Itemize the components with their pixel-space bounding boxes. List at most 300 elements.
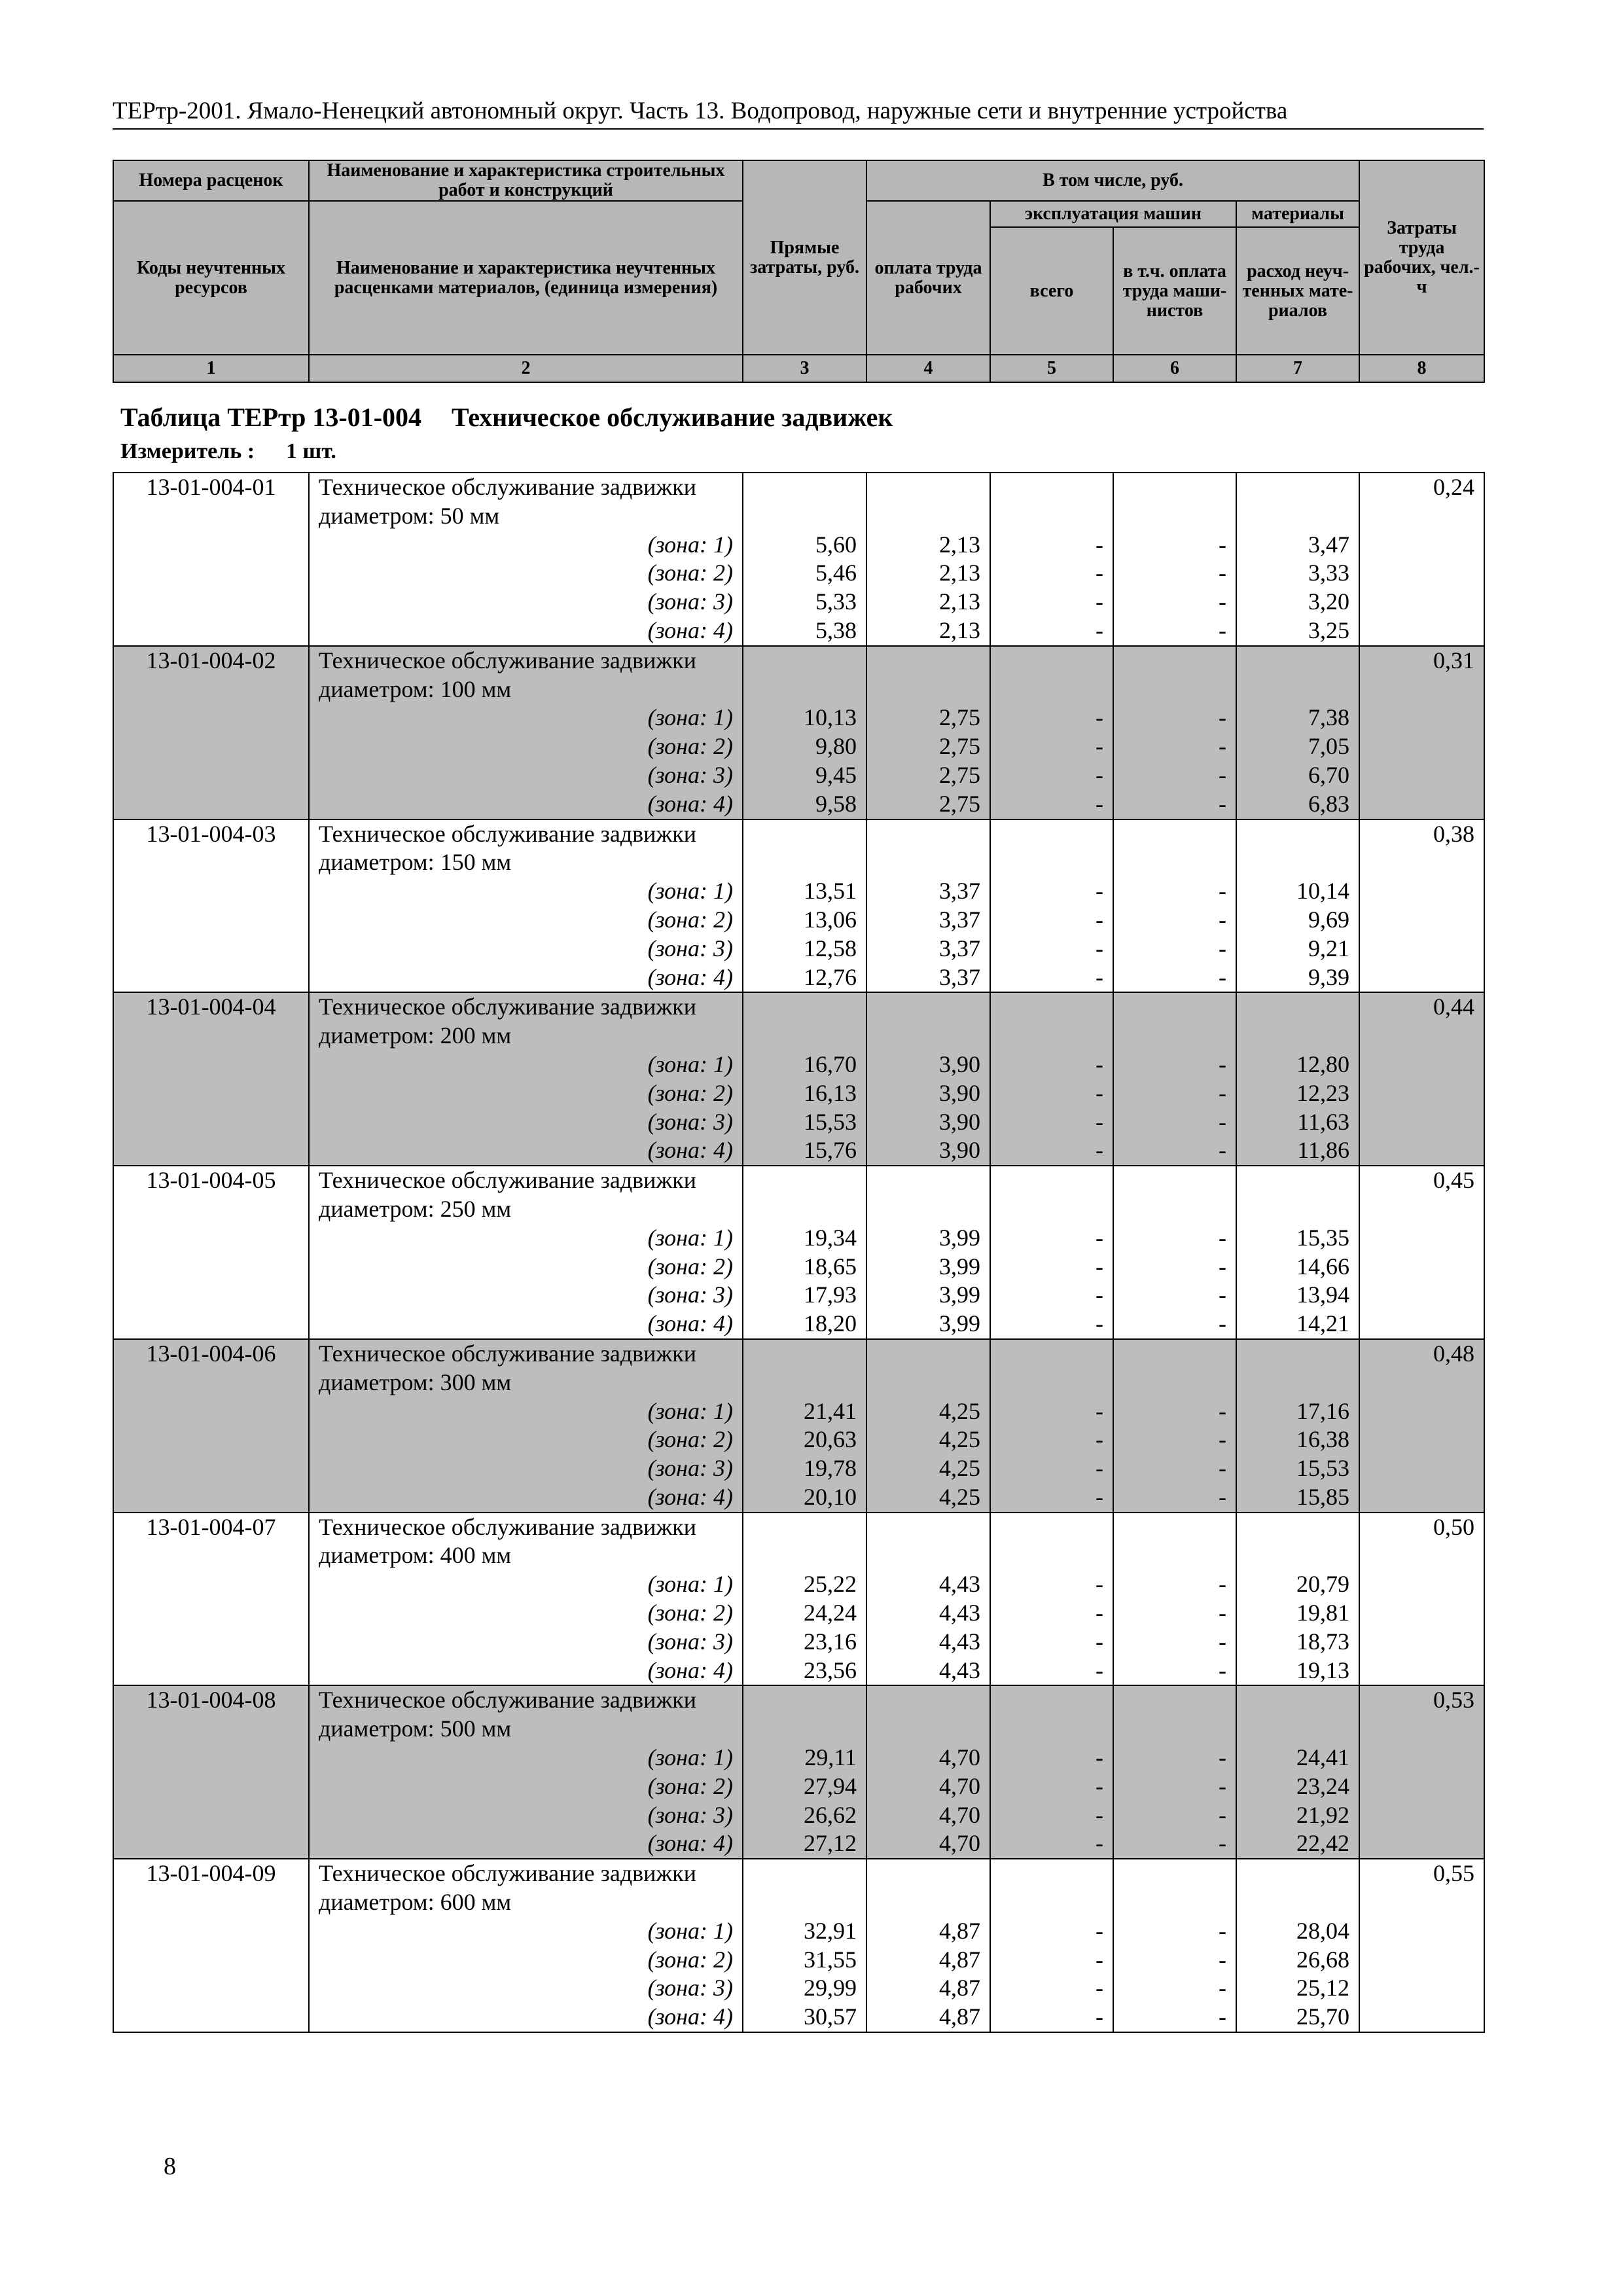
zone-label: (зона: 3) <box>647 761 733 788</box>
work-description <box>309 1513 743 1686</box>
machine-total-cell <box>990 473 1113 646</box>
cell-spacer <box>1114 1513 1236 1571</box>
zone-label: (зона: 3) <box>647 1455 733 1482</box>
materials-cost: 22,42 <box>1296 1830 1349 1857</box>
machine-total: - <box>1096 1282 1103 1308</box>
worker-pay: 4,25 <box>939 1455 980 1482</box>
machinist-pay: - <box>1219 906 1226 933</box>
machine-total: - <box>1096 790 1103 817</box>
worker-pay: 3,90 <box>939 1137 980 1164</box>
machinist-pay: - <box>1219 1744 1226 1771</box>
header-direct-costs: Прямые затраты, руб. <box>743 160 866 355</box>
worker-pay: 4,87 <box>939 1975 980 2001</box>
table-row <box>113 819 1484 993</box>
machinist-pay: - <box>1219 963 1226 990</box>
materials-cost: 10,14 <box>1296 878 1349 905</box>
labor-cost: 0,55 <box>1359 1859 1484 2032</box>
header-unaccounted-materials: расход неуч- тенных мате- риалов <box>1236 227 1359 355</box>
worker-pay: 2,13 <box>939 531 980 558</box>
direct-cost: 12,58 <box>804 935 857 961</box>
cell-spacer <box>743 1513 866 1571</box>
work-name: Техническое обслуживание задвижки <box>319 1167 697 1194</box>
worker-pay: 3,90 <box>939 1079 980 1106</box>
direct-cost: 29,11 <box>804 1744 857 1771</box>
work-diameter: диаметром: 150 мм <box>319 849 512 876</box>
zone-label: (зона: 4) <box>647 790 733 817</box>
materials-cost-cell <box>1236 646 1359 819</box>
materials-cost-cell <box>1236 1859 1359 2032</box>
materials-cost: 11,63 <box>1297 1108 1349 1135</box>
header-labor: Затраты труда рабочих, чел.-ч <box>1359 160 1484 355</box>
cell-spacer <box>991 647 1113 704</box>
worker-pay-cell <box>866 646 990 819</box>
cell-spacer <box>867 993 990 1050</box>
direct-cost: 5,38 <box>815 617 857 643</box>
worker-pay-cell <box>866 1339 990 1513</box>
machine-total: - <box>1096 1224 1103 1251</box>
machinist-pay: - <box>1219 1628 1226 1655</box>
rate-code: 13-01-004-03 <box>113 819 309 993</box>
machinist-pay: - <box>1219 2003 1226 2030</box>
header-material-name: Наименование и характеристика неучтенных расценками материалов, (единица измерения) <box>309 201 743 355</box>
machinist-pay-cell <box>1113 1685 1236 1859</box>
worker-pay: 2,75 <box>939 761 980 788</box>
zone-label: (зона: 4) <box>647 1830 733 1857</box>
zone-label: (зона: 1) <box>647 1050 733 1077</box>
zone-label: (зона: 1) <box>647 1397 733 1424</box>
direct-cost: 20,63 <box>804 1426 857 1453</box>
machine-total: - <box>1096 1455 1103 1482</box>
zone-label: (зона: 2) <box>647 1946 733 1973</box>
direct-cost: 19,78 <box>804 1455 857 1482</box>
zone-label: (зона: 3) <box>647 1282 733 1308</box>
machine-total: - <box>1096 1801 1103 1828</box>
materials-cost: 7,05 <box>1308 733 1349 760</box>
materials-cost: 24,41 <box>1296 1744 1349 1771</box>
materials-cost: 15,85 <box>1296 1483 1349 1510</box>
worker-pay: 4,43 <box>939 1657 980 1683</box>
cell-spacer <box>991 473 1113 531</box>
materials-cost: 21,92 <box>1296 1801 1349 1828</box>
worker-pay: 4,25 <box>939 1426 980 1453</box>
worker-pay: 3,90 <box>939 1108 980 1135</box>
work-diameter: диаметром: 250 мм <box>319 1195 512 1222</box>
machinist-pay-cell <box>1113 1166 1236 1339</box>
materials-cost: 3,33 <box>1308 560 1349 586</box>
machinist-pay: - <box>1219 1946 1226 1973</box>
cell-spacer <box>1114 1166 1236 1224</box>
cell-spacer <box>1237 1166 1359 1224</box>
worker-pay: 2,13 <box>939 560 980 586</box>
materials-cost: 14,66 <box>1296 1253 1349 1280</box>
labor-cost: 0,53 <box>1359 1685 1484 1859</box>
machinist-pay-cell <box>1113 1859 1236 2032</box>
materials-cost: 11,86 <box>1297 1137 1349 1164</box>
machine-total: - <box>1096 1946 1103 1973</box>
direct-cost: 5,60 <box>815 531 857 558</box>
worker-pay-cell <box>866 992 990 1166</box>
table-name: Техническое обслуживание задвижек <box>452 403 893 432</box>
zone-label: (зона: 2) <box>647 1253 733 1280</box>
machinist-pay: - <box>1219 1571 1226 1598</box>
labor-cost: 0,45 <box>1359 1166 1484 1339</box>
worker-pay-cell <box>866 1859 990 2032</box>
cell-spacer <box>867 820 990 878</box>
rates-table <box>113 472 1485 2033</box>
cell-spacer <box>991 1859 1113 1917</box>
zone-label: (зона: 2) <box>647 1772 733 1799</box>
labor-cost: 0,38 <box>1359 819 1484 993</box>
direct-cost-cell <box>743 1685 866 1859</box>
table-row <box>113 1166 1484 1339</box>
worker-pay-cell <box>866 1513 990 1686</box>
direct-cost-cell <box>743 1513 866 1686</box>
zone-label: (зона: 4) <box>647 1483 733 1510</box>
cell-spacer <box>867 1166 990 1224</box>
zone-label: (зона: 1) <box>647 531 733 558</box>
header-including: В том числе, руб. <box>866 160 1359 201</box>
header-worker-pay: оплата труда рабочих <box>866 201 990 355</box>
worker-pay: 4,87 <box>939 1946 980 1973</box>
direct-cost-cell <box>743 992 866 1166</box>
materials-cost: 18,73 <box>1296 1628 1349 1655</box>
materials-cost: 15,53 <box>1296 1455 1349 1482</box>
materials-cost: 9,39 <box>1308 963 1349 990</box>
direct-cost: 5,33 <box>815 588 857 615</box>
worker-pay: 3,37 <box>939 963 980 990</box>
materials-cost: 19,13 <box>1296 1657 1349 1683</box>
work-diameter: диаметром: 600 мм <box>319 1889 512 1916</box>
machinist-pay: - <box>1219 790 1226 817</box>
column-header-table <box>113 160 1485 383</box>
worker-pay: 2,75 <box>939 704 980 731</box>
machinist-pay: - <box>1219 588 1226 615</box>
zone-label: (зона: 3) <box>647 1801 733 1828</box>
worker-pay: 3,37 <box>939 935 980 961</box>
machine-total: - <box>1096 588 1103 615</box>
materials-cost-cell <box>1236 992 1359 1166</box>
worker-pay: 2,13 <box>939 588 980 615</box>
machinist-pay: - <box>1219 1801 1226 1828</box>
direct-cost: 29,99 <box>804 1975 857 2001</box>
materials-cost-cell <box>1236 1513 1359 1686</box>
table-code: Таблица ТЕРтр 13-01-004 <box>120 403 422 432</box>
machinist-pay: - <box>1219 1600 1226 1626</box>
unit-of-measure <box>120 439 336 464</box>
machinist-pay: - <box>1219 1137 1226 1164</box>
labor-cost: 0,48 <box>1359 1339 1484 1513</box>
work-name: Техническое обслуживание задвижки <box>319 1340 697 1367</box>
zone-label: (зона: 4) <box>647 963 733 990</box>
materials-cost-cell <box>1236 473 1359 646</box>
table-title <box>120 402 893 433</box>
header-divider <box>113 128 1484 130</box>
direct-cost: 5,46 <box>815 560 857 586</box>
materials-cost-cell <box>1236 1339 1359 1513</box>
machinist-pay-cell <box>1113 1339 1236 1513</box>
machine-total: - <box>1096 1975 1103 2001</box>
work-description <box>309 992 743 1166</box>
zone-label: (зона: 4) <box>647 1310 733 1337</box>
worker-pay-cell <box>866 819 990 993</box>
machinist-pay-cell <box>1113 1513 1236 1686</box>
zone-label: (зона: 2) <box>647 560 733 586</box>
zone-label: (зона: 3) <box>647 588 733 615</box>
cell-spacer <box>1237 820 1359 878</box>
worker-pay: 3,99 <box>939 1310 980 1337</box>
machine-total: - <box>1096 1571 1103 1598</box>
materials-cost: 7,38 <box>1308 704 1349 731</box>
machine-total: - <box>1096 1483 1103 1510</box>
rate-code: 13-01-004-06 <box>113 1339 309 1513</box>
cell-spacer <box>867 1859 990 1917</box>
direct-cost: 13,06 <box>804 906 857 933</box>
worker-pay: 3,99 <box>939 1224 980 1251</box>
work-diameter: диаметром: 50 мм <box>319 502 500 529</box>
cell-spacer <box>1114 820 1236 878</box>
worker-pay: 3,99 <box>939 1253 980 1280</box>
machine-total: - <box>1096 1744 1103 1771</box>
machinist-pay-cell <box>1113 819 1236 993</box>
cell-spacer <box>991 1513 1113 1571</box>
direct-cost: 31,55 <box>804 1946 857 1973</box>
materials-cost: 3,25 <box>1308 617 1349 643</box>
worker-pay: 2,13 <box>939 617 980 643</box>
machine-total: - <box>1096 935 1103 961</box>
materials-cost: 6,83 <box>1308 790 1349 817</box>
direct-cost: 9,80 <box>815 733 857 760</box>
machine-total: - <box>1096 1253 1103 1280</box>
header-work-name: Наименование и характеристика строительных работ и конструкций <box>309 160 743 201</box>
machinist-pay-cell <box>1113 992 1236 1166</box>
machinist-pay: - <box>1219 1657 1226 1683</box>
page-header-title: ТЕРтр-2001. Ямало-Ненецкий автономный округ. Часть 13. Водопровод, наружные сети и внутренние устройства <box>113 98 1288 124</box>
page-number: 8 <box>164 2153 176 2180</box>
direct-cost: 30,57 <box>804 2003 857 2030</box>
machine-total: - <box>1096 2003 1103 2030</box>
zone-label: (зона: 2) <box>647 733 733 760</box>
machine-total: - <box>1096 1772 1103 1799</box>
worker-pay: 4,25 <box>939 1483 980 1510</box>
machine-total: - <box>1096 1397 1103 1424</box>
header-machine-operation: эксплуатация машин <box>990 201 1236 227</box>
cell-spacer <box>743 1686 866 1744</box>
zone-label: (зона: 1) <box>647 704 733 731</box>
machine-total: - <box>1096 1917 1103 1944</box>
direct-cost: 18,65 <box>804 1253 857 1280</box>
worker-pay: 4,70 <box>939 1744 980 1771</box>
direct-cost: 27,12 <box>804 1830 857 1857</box>
zone-label: (зона: 1) <box>647 1917 733 1944</box>
zone-label: (зона: 1) <box>647 1571 733 1598</box>
cell-spacer <box>743 1859 866 1917</box>
direct-cost-cell <box>743 1166 866 1339</box>
cell-spacer <box>1114 993 1236 1050</box>
column-number: 4 <box>866 355 990 382</box>
cell-spacer <box>1237 647 1359 704</box>
work-description <box>309 1166 743 1339</box>
zone-label: (зона: 1) <box>647 878 733 905</box>
materials-cost: 6,70 <box>1308 761 1349 788</box>
machine-total-cell <box>990 1513 1113 1686</box>
machinist-pay: - <box>1219 1079 1226 1106</box>
materials-cost: 15,35 <box>1296 1224 1349 1251</box>
direct-cost: 17,93 <box>804 1282 857 1308</box>
work-name: Техническое обслуживание задвижки <box>319 647 697 673</box>
cell-spacer <box>991 1686 1113 1744</box>
unit-value: 1 шт. <box>286 439 336 463</box>
work-name: Техническое обслуживание задвижки <box>319 994 697 1020</box>
worker-pay: 2,75 <box>939 733 980 760</box>
materials-cost: 3,20 <box>1308 588 1349 615</box>
cell-spacer <box>743 1340 866 1397</box>
machine-total: - <box>1096 1310 1103 1337</box>
cell-spacer <box>1237 1859 1359 1917</box>
work-diameter: диаметром: 300 мм <box>319 1369 512 1395</box>
worker-pay: 4,70 <box>939 1830 980 1857</box>
materials-cost: 14,21 <box>1296 1310 1349 1337</box>
direct-cost: 9,45 <box>815 761 857 788</box>
worker-pay-cell <box>866 1685 990 1859</box>
zone-label: (зона: 1) <box>647 1224 733 1251</box>
zone-label: (зона: 4) <box>647 2003 733 2030</box>
column-number: 7 <box>1236 355 1359 382</box>
rate-code: 13-01-004-01 <box>113 473 309 646</box>
cell-spacer <box>1114 473 1236 531</box>
cell-spacer <box>1114 1340 1236 1397</box>
column-number: 3 <box>743 355 866 382</box>
direct-cost: 9,58 <box>815 790 857 817</box>
materials-cost: 25,12 <box>1296 1975 1349 2001</box>
machinist-pay: - <box>1219 704 1226 731</box>
machine-total: - <box>1096 1830 1103 1857</box>
materials-cost: 12,23 <box>1296 1079 1349 1106</box>
machinist-pay: - <box>1219 1917 1226 1944</box>
worker-pay: 4,70 <box>939 1772 980 1799</box>
header-machinist-pay: в т.ч. оплата труда маши- нистов <box>1113 227 1236 355</box>
cell-spacer <box>743 820 866 878</box>
machinist-pay: - <box>1219 1397 1226 1424</box>
zone-label: (зона: 3) <box>647 1975 733 2001</box>
worker-pay: 3,99 <box>939 1282 980 1308</box>
machinist-pay: - <box>1219 1426 1226 1453</box>
cell-spacer <box>743 647 866 704</box>
machine-total-cell <box>990 646 1113 819</box>
cell-spacer <box>1114 647 1236 704</box>
cell-spacer <box>991 993 1113 1050</box>
machine-total: - <box>1096 617 1103 643</box>
work-description <box>309 1339 743 1513</box>
worker-pay-cell <box>866 1166 990 1339</box>
machine-total: - <box>1096 906 1103 933</box>
column-number: 5 <box>990 355 1113 382</box>
materials-cost: 23,24 <box>1296 1772 1349 1799</box>
cell-spacer <box>743 473 866 531</box>
labor-cost: 0,31 <box>1359 646 1484 819</box>
machine-total: - <box>1096 733 1103 760</box>
worker-pay: 3,90 <box>939 1050 980 1077</box>
materials-cost: 16,38 <box>1296 1426 1349 1453</box>
direct-cost: 20,10 <box>804 1483 857 1510</box>
rate-code: 13-01-004-02 <box>113 646 309 819</box>
machinist-pay: - <box>1219 1975 1226 2001</box>
machinist-pay: - <box>1219 1050 1226 1077</box>
work-name: Техническое обслуживание задвижки <box>319 820 697 847</box>
materials-cost: 12,80 <box>1296 1050 1349 1077</box>
machinist-pay: - <box>1219 761 1226 788</box>
zone-label: (зона: 4) <box>647 1657 733 1683</box>
materials-cost: 3,47 <box>1308 531 1349 558</box>
cell-spacer <box>867 1513 990 1571</box>
cell-spacer <box>1114 1686 1236 1744</box>
machine-total: - <box>1096 878 1103 905</box>
materials-cost: 28,04 <box>1296 1917 1349 1944</box>
machinist-pay: - <box>1219 1310 1226 1337</box>
zone-label: (зона: 3) <box>647 1108 733 1135</box>
machinist-pay: - <box>1219 531 1226 558</box>
labor-cost: 0,50 <box>1359 1513 1484 1686</box>
materials-cost: 17,16 <box>1296 1397 1349 1424</box>
machine-total: - <box>1096 1079 1103 1106</box>
machinist-pay: - <box>1219 1282 1226 1308</box>
machinist-pay: - <box>1219 935 1226 961</box>
work-name: Техническое обслуживание задвижки <box>319 1513 697 1540</box>
machinist-pay: - <box>1219 1455 1226 1482</box>
direct-cost: 15,53 <box>804 1108 857 1135</box>
machine-total: - <box>1096 1137 1103 1164</box>
worker-pay: 4,70 <box>939 1801 980 1828</box>
worker-pay: 4,43 <box>939 1600 980 1626</box>
work-diameter: диаметром: 400 мм <box>319 1542 512 1569</box>
machine-total-cell <box>990 1859 1113 2032</box>
machine-total-cell <box>990 1339 1113 1513</box>
zone-label: (зона: 4) <box>647 617 733 643</box>
direct-cost: 18,20 <box>804 1310 857 1337</box>
machinist-pay: - <box>1219 1830 1226 1857</box>
direct-cost: 32,91 <box>804 1917 857 1944</box>
zone-label: (зона: 2) <box>647 1600 733 1626</box>
direct-cost: 13,51 <box>804 878 857 905</box>
direct-cost: 15,76 <box>804 1137 857 1164</box>
materials-cost: 9,21 <box>1308 935 1349 961</box>
cell-spacer <box>867 647 990 704</box>
machine-total: - <box>1096 1657 1103 1683</box>
header-resource-codes: Коды неучтенных ресурсов <box>113 201 309 355</box>
worker-pay-cell <box>866 473 990 646</box>
machinist-pay: - <box>1219 1108 1226 1135</box>
cell-spacer <box>991 820 1113 878</box>
work-diameter: диаметром: 500 мм <box>319 1715 512 1742</box>
zone-label: (зона: 3) <box>647 1628 733 1655</box>
machine-total: - <box>1096 761 1103 788</box>
materials-cost: 13,94 <box>1296 1282 1349 1308</box>
machine-total: - <box>1096 963 1103 990</box>
cell-spacer <box>743 993 866 1050</box>
zone-label: (зона: 1) <box>647 1744 733 1771</box>
cell-spacer <box>1237 473 1359 531</box>
zone-label: (зона: 4) <box>647 1137 733 1164</box>
zone-label: (зона: 2) <box>647 1079 733 1106</box>
work-diameter: диаметром: 100 мм <box>319 675 512 702</box>
cell-spacer <box>1237 1686 1359 1744</box>
machine-total: - <box>1096 1600 1103 1626</box>
zone-label: (зона: 2) <box>647 906 733 933</box>
worker-pay: 3,37 <box>939 906 980 933</box>
header-materials: материалы <box>1236 201 1359 227</box>
machine-total: - <box>1096 1628 1103 1655</box>
direct-cost: 16,70 <box>804 1050 857 1077</box>
work-diameter: диаметром: 200 мм <box>319 1022 512 1049</box>
